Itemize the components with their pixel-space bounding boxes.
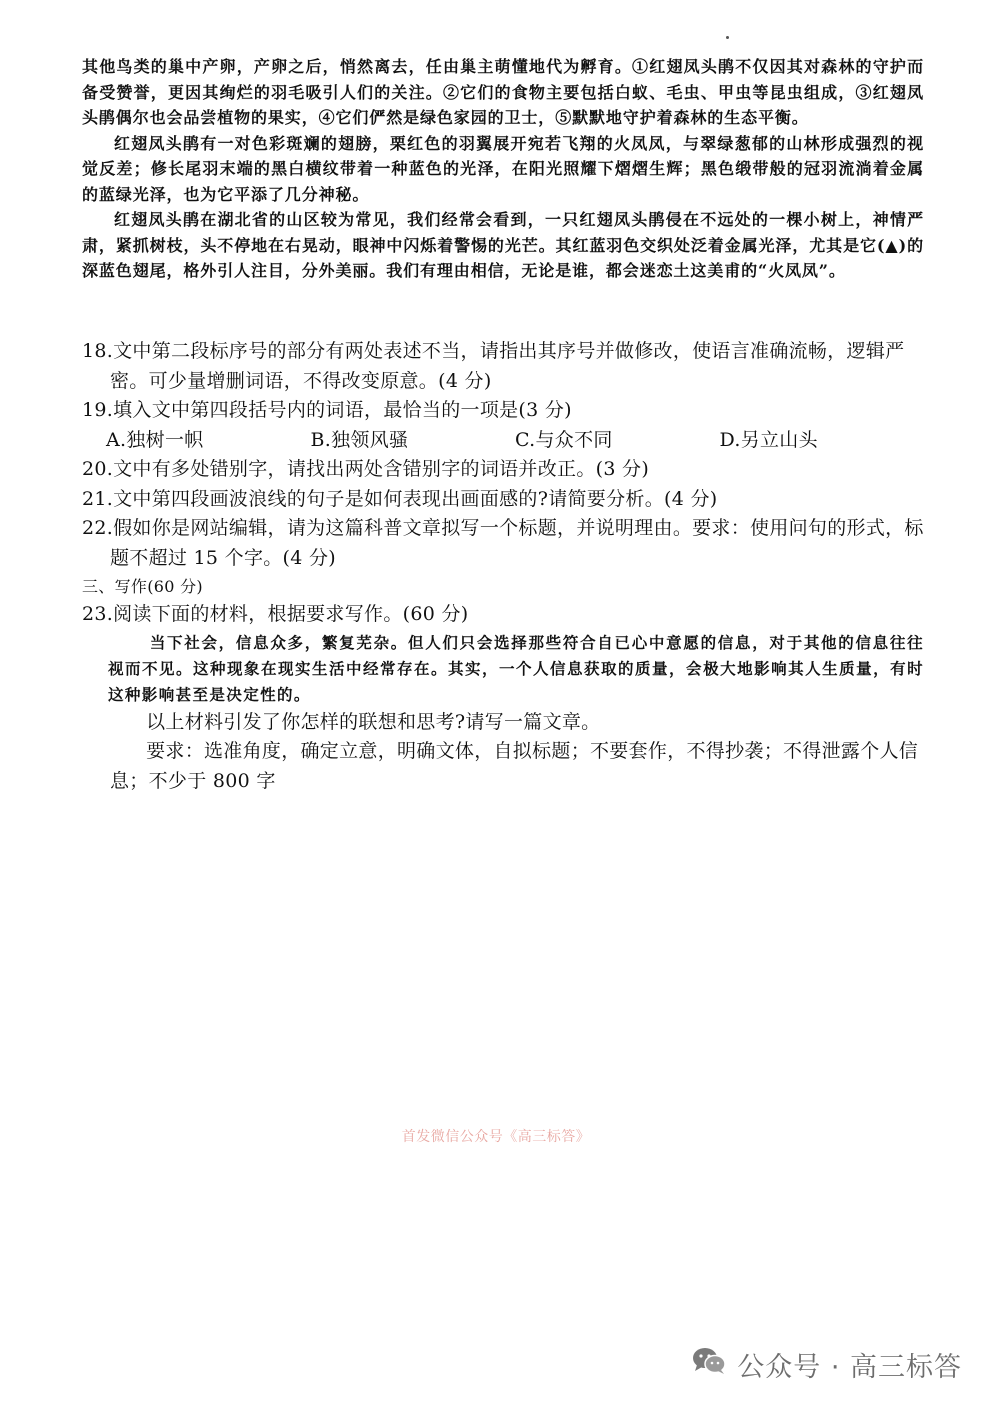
- passage-paragraph-2: 红翅凤头鹃有一对色彩斑斓的翅膀，栗红色的羽翼展开宛若飞翔的火凤凤，与翠绿葱郁的山林形成强烈的视觉反差；修长尾羽末端的黑白横纹带着一种蓝色的光泽，在阳光照耀下熠熠生辉；黑色缎带般的冠羽流淌着金属的蓝绿光泽，也为它平添了几分神秘。: [82, 133, 924, 204]
- source-note: 首发微信公众号《高三标答》: [401, 1129, 591, 1145]
- writing-requirements: 要求：选准角度，确定立意，明确文体，自拟标题；不要套作，不得抄袭；不得泄露个人信息；不少于 800 字: [110, 740, 919, 792]
- question-20: 20.文中有多处错别字，请找出两处含错别字的词语并改正。(3 分): [82, 458, 650, 480]
- option-c: C.与众不同: [515, 428, 613, 451]
- scan-speck: [726, 36, 729, 39]
- reading-passage: [82, 54, 924, 284]
- option-a: A.独树一帜: [106, 428, 204, 451]
- question-list: [82, 337, 924, 796]
- question-19: 19.填入文中第四段括号内的词语，最恰当的一项是(3 分): [82, 399, 572, 421]
- writing-material: 当下社会，信息众多，繁复芜杂。但人们只会选择那些符合自已心中意愿的信息，对于其他的信息往往视而不见。这种现象在现实生活中经常存在。其实，一个人信息获取的质量，会极大地影响其人生质量，有时这种影响甚至是决定性的。: [108, 632, 924, 704]
- option-b: B.独领风骚: [310, 428, 409, 451]
- section-writing-heading: 三、写作(60 分): [82, 577, 203, 596]
- passage-paragraph-1: 其他鸟类的巢中产卵，产卵之后，悄然离去，任由巢主萌懂地代为孵育。①红翅凤头鹃不仅因其对森林的守护而备受赞誉，更因其绚烂的羽毛吸引人们的关注。②它们的食物主要包括白蚁、毛虫、甲虫等昆虫组成，③红翅凤头鹃偶尔也会品尝植物的果实，④它们俨然是绿色家园的卫士，⑤默默地守护着森林的生态平衡。: [82, 57, 924, 127]
- watermark-text: 公众号 · 高三标答: [737, 1352, 962, 1383]
- watermark: [691, 1345, 962, 1384]
- question-18: 18.文中第二段标序号的部分有两处表述不当，请指出其序号并做修改，使语言准确流畅，逻辑严密。可少量增删词语，不得改变原意。(4 分): [82, 340, 905, 392]
- question-22: 22.假如你是网站编辑，请为这篇科普文章拟写一个标题，并说明理由。要求：使用问句的形式，标题不超过 15 个字。(4 分): [82, 517, 924, 569]
- wechat-icon: [691, 1346, 737, 1383]
- question-21: 21.文中第四段画波浪线的句子是如何表现出画面感的?请简要分析。(4 分): [82, 487, 718, 510]
- question-23: 23.阅读下面的材料，根据要求写作。(60 分): [82, 603, 469, 625]
- passage-paragraph-3: 红翅凤头鹃在湖北省的山区较为常见，我们经常会看到，一只红翅凤头鹃侵在不远处的一棵小树上，神情严肃，紧抓树枝，头不停地在右晃动，眼神中闪烁着警惕的光芒。其红蓝羽色交织处泛着金属光泽，尤其是它(▲)的深蓝色翅尾，格外引人注目，分外美丽。我们有理由相信，无论是谁，都会迷恋土这美甫的“火凤凤”。: [82, 210, 924, 280]
- question-19-options: [82, 426, 924, 456]
- writing-prompt: 以上材料引发了你怎样的联想和思考?请写一篇文章。: [146, 710, 601, 733]
- option-d: D.另立山头: [719, 428, 818, 451]
